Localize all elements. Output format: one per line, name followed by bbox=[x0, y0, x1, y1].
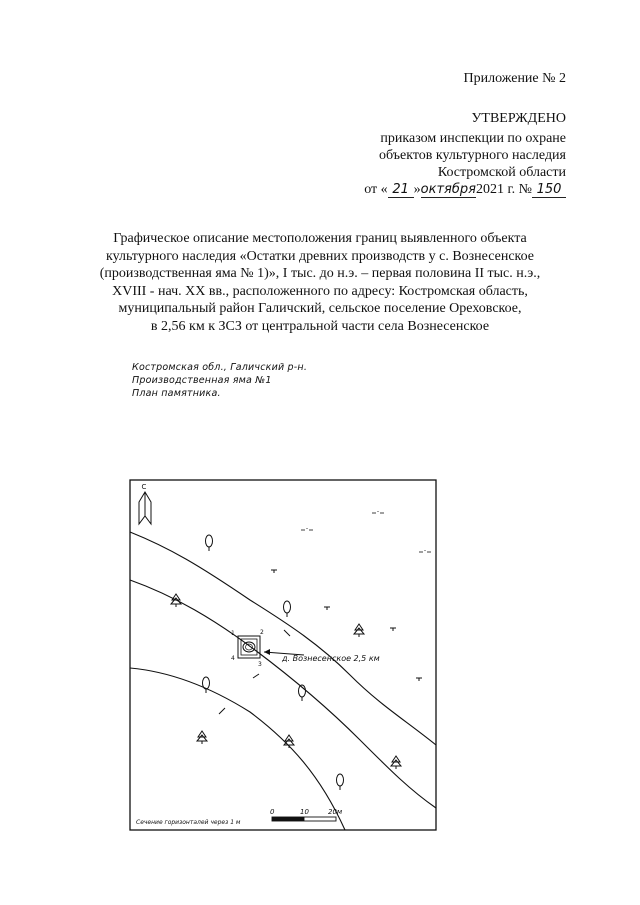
direction-arrow-icon bbox=[264, 649, 270, 655]
scale-labels bbox=[270, 808, 343, 816]
contour-line-1 bbox=[130, 532, 436, 745]
date-day: 21 bbox=[388, 183, 414, 198]
caption-line: План памятника. bbox=[132, 388, 221, 399]
contour-interval-note: Сечение горизонталей через 1 м bbox=[136, 819, 241, 826]
bush-marks bbox=[271, 570, 422, 681]
deciduous-tree-icon bbox=[203, 677, 210, 693]
contour-lines bbox=[130, 532, 436, 830]
bush-icon bbox=[324, 607, 330, 610]
scale-label: 20м bbox=[328, 808, 343, 816]
conifer-trees bbox=[171, 594, 401, 769]
slope-tick bbox=[219, 708, 225, 714]
title-line: (производственная яма № 1)», I тыс. до н.э. – первая половина II тыс. н.э., bbox=[99, 266, 541, 281]
slope-tick bbox=[253, 674, 259, 678]
scale-label: 0 bbox=[270, 808, 275, 816]
conifer-tree-icon bbox=[197, 731, 207, 744]
meadow-marks bbox=[301, 511, 431, 552]
bush-icon bbox=[390, 628, 396, 631]
approval-line-3: Костромской области bbox=[437, 165, 566, 180]
title-line: в 2,56 км к ЗСЗ от центральной части села Вознесенское bbox=[150, 318, 490, 334]
contour-line-2 bbox=[130, 580, 436, 808]
bush-icon bbox=[416, 678, 422, 681]
conifer-tree-icon bbox=[171, 594, 181, 607]
date-month: октября bbox=[420, 182, 476, 197]
meadow-icon bbox=[301, 528, 313, 530]
approval-line-1: приказом инспекции по охране bbox=[380, 131, 566, 146]
approved-heading: УТВЕРЖДЕНО bbox=[471, 111, 566, 126]
scale-bar bbox=[272, 817, 336, 821]
north-label: С bbox=[141, 483, 147, 491]
direction-label: д. Вознесенское 2,5 км bbox=[282, 654, 380, 663]
conifer-tree-icon bbox=[391, 756, 401, 769]
approval-line-2: объектов культурного наследия bbox=[378, 148, 566, 163]
conifer-tree-icon bbox=[354, 624, 364, 637]
deciduous-tree-icon bbox=[337, 774, 344, 790]
date-mid: » bbox=[413, 182, 421, 197]
slope-tick bbox=[284, 630, 290, 636]
title-line: XVIII - нач. XX вв., расположенного по адресу: Костромская область, bbox=[112, 283, 528, 299]
deciduous-tree-icon bbox=[284, 601, 291, 617]
deciduous-tree-icon bbox=[206, 535, 213, 551]
title-line: Графическое описание местоположения границ выявленного объекта bbox=[113, 231, 527, 246]
title-line: культурного наследия «Остатки древних производств у с. Вознесенское bbox=[105, 248, 535, 264]
north-arrow-icon bbox=[139, 492, 151, 524]
caption-line: Костромская обл., Галичский р-н. bbox=[132, 362, 308, 373]
point-label: 3 bbox=[258, 661, 262, 668]
point-label: 1 bbox=[231, 630, 235, 637]
title-line: муниципальный район Галичский, сельское поселение Ореховское, bbox=[118, 301, 522, 316]
contour-line-3 bbox=[130, 668, 345, 830]
meadow-icon bbox=[372, 511, 384, 513]
pit-icon bbox=[243, 642, 255, 652]
meadow-icon bbox=[419, 550, 431, 552]
bush-icon bbox=[271, 570, 277, 573]
boundary-point-labels bbox=[231, 629, 264, 668]
point-label: 4 bbox=[231, 655, 235, 662]
date-year: 2021 г. № bbox=[475, 182, 532, 197]
appendix-label: Приложение № 2 bbox=[463, 71, 566, 86]
date-prefix: от « bbox=[364, 182, 388, 197]
conifer-tree-icon bbox=[284, 735, 294, 748]
point-label: 2 bbox=[260, 629, 264, 636]
scale-label: 10 bbox=[300, 808, 309, 816]
order-number: 150 bbox=[532, 183, 566, 198]
slope-ticks bbox=[219, 630, 290, 714]
caption-line: Производственная яма №1 bbox=[132, 375, 272, 386]
site-boundary bbox=[238, 636, 260, 658]
